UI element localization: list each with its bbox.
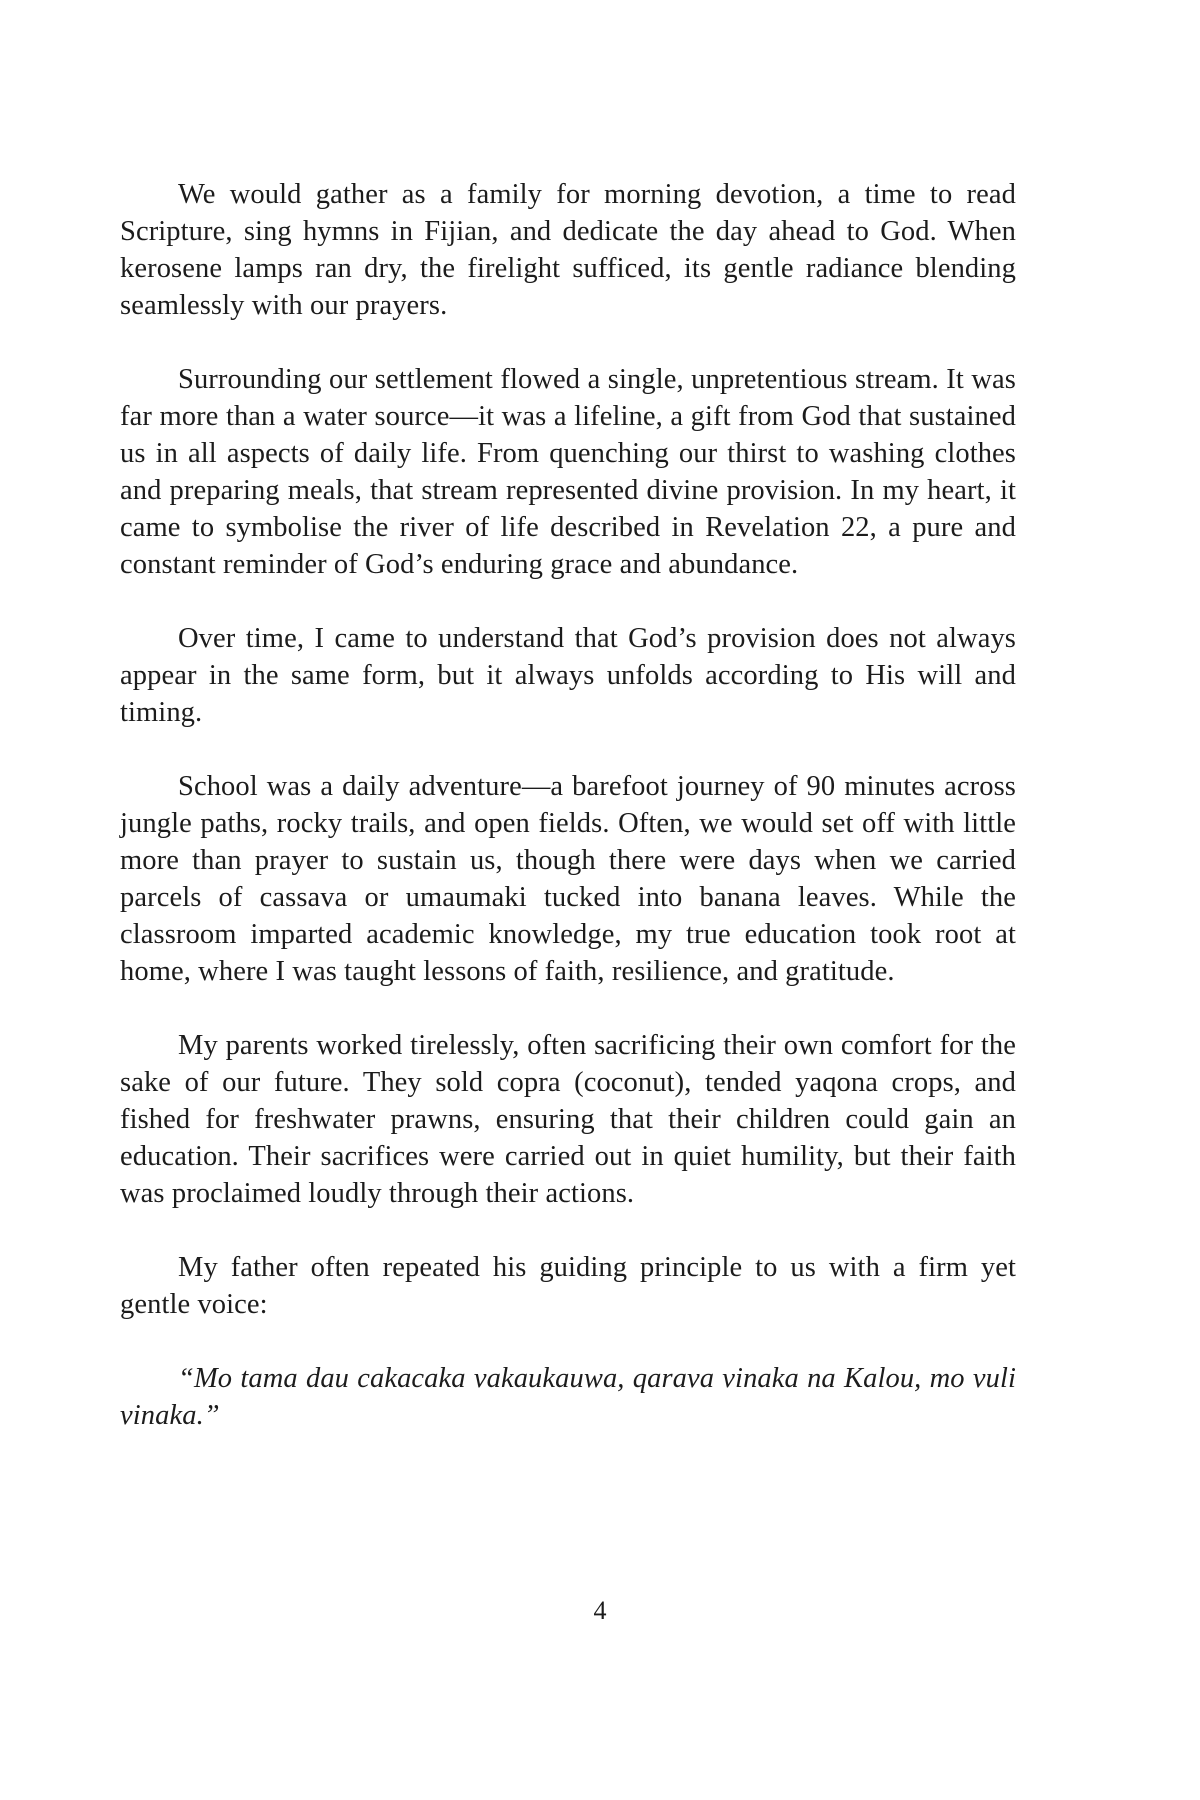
paragraph-stream: Surrounding our settlement flowed a single, unpretentious stream. It was far more than a water source—it was a lifeline, a gift from God that sustained us in all aspects of daily life. From quenching our thirst to washing clothes and preparing meals, that stream represented divine provision. In my heart, it came to symbolise the river of life described in Revelation 22, a pure and constant reminder of God’s enduring grace and abundance. — [120, 364, 1016, 580]
body-text — [120, 176, 1016, 1434]
page-number: 4 — [593, 1596, 607, 1625]
paragraph-morning-devotion: We would gather as a family for morning devotion, a time to read Scripture, sing hymns in Fijian, and dedicate the day ahead to God. When kerosene lamps ran dry, the firelight sufficed, its gentle radiance blending seamlessly with our prayers. — [120, 179, 1016, 321]
paragraph-father: My father often repeated his guiding principle to us with a firm yet gentle voice: — [120, 1252, 1016, 1320]
fijian-quote: “Mo tama dau cakacaka vakaukauwa, qarava vinaka na Kalou, mo vuli vinaka.” — [120, 1363, 1016, 1431]
paragraph-school: School was a daily adventure—a barefoot journey of 90 minutes across jungle paths, rocky trails, and open fields. Often, we would set off with little more than prayer to sustain us, though there were days when we carried parcels of cassava or umaumaki tucked into banana leaves. While the classroom imparted academic knowledge, my true education took root at home, where I was taught lessons of faith, resilience, and gratitude. — [120, 771, 1016, 987]
paragraph-provision: Over time, I came to understand that God’s provision does not always appear in the same form, but it always unfolds according to His will and timing. — [120, 623, 1016, 728]
paragraph-parents: My parents worked tirelessly, often sacrificing their own comfort for the sake of our future. They sold copra (coconut), tended yaqona crops, and fished for freshwater prawns, ensuring that their children could gain an education. Their sacrifices were carried out in quiet humility, but their faith was proclaimed loudly through their actions. — [120, 1030, 1016, 1209]
